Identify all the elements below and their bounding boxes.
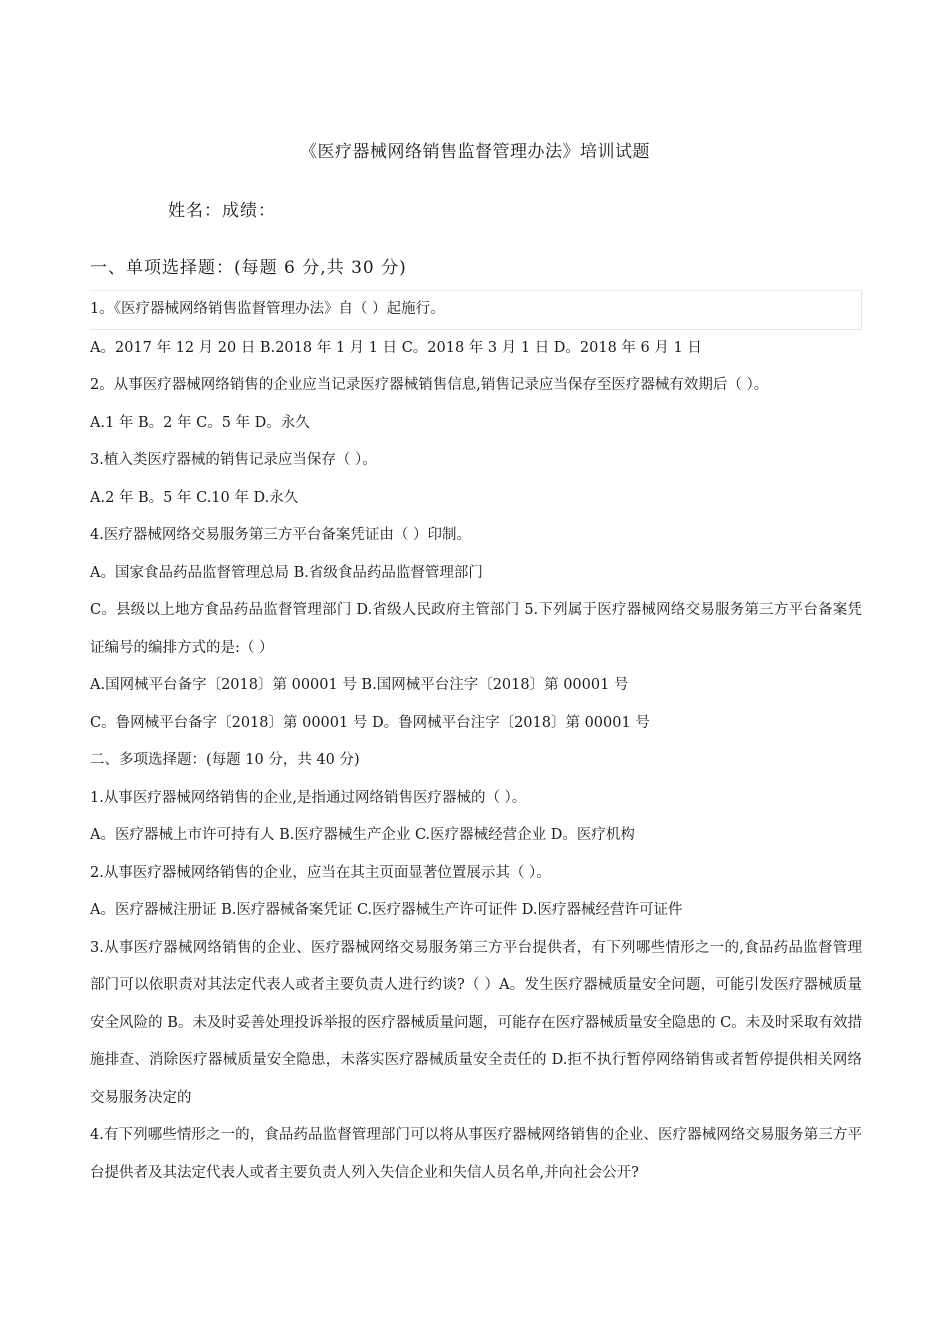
options-1-4-cd-question-1-5: C。县级以上地方食品药品监督管理部门 D.省级人民政府主管部门 5.下列属于医疗器械网络交易服务第三方平台备案凭证编号的编排方式的是:（ ） — [90, 602, 862, 656]
name-score-line: 姓名：成绩： — [168, 201, 276, 221]
options-1-5-cd: C。鲁网械平台备字〔2018〕第 00001 号 D。鲁网械平台注字〔2018〕第 00001 号 — [90, 714, 650, 731]
section-1-heading: 一、单项选择题：(每题 6 分,共 30 分) — [90, 258, 407, 278]
options-1-1: A。2017 年 12 月 20 日 B.2018 年 1 月 1 日 C。2018 年 3 月 1 日 D。2018 年 6 月 1 日 — [90, 339, 702, 356]
options-2-1: A。医疗器械上市许可持有人 B.医疗器械生产企业 C.医疗器械经营企业 D。医疗机构 — [90, 827, 635, 843]
question-2-1: 1.从事医疗器械网络销售的企业,是指通过网络销售医疗器械的（ ）。 — [90, 789, 527, 806]
question-1-1: 1。《医疗器械网络销售监督管理办法》自（ ）起施行。 — [90, 290, 862, 330]
document-body — [90, 290, 862, 1192]
options-1-4-ab: A。国家食品药品监督管理总局 B.省级食品药品监督管理部门 — [90, 564, 483, 581]
options-1-5-ab: A.国网械平台备字〔2018〕第 00001 号 B.国网械平台注字〔2018〕第 00001 号 — [90, 677, 629, 693]
options-1-3: A.2 年 B。5 年 C.10 年 D.永久 — [90, 489, 299, 506]
question-2-2: 2.从事医疗器械网络销售的企业，应当在其主页面显著位置展示其（ ）。 — [90, 864, 551, 881]
question-1-4: 4.医疗器械网络交易服务第三方平台备案凭证由（ ）印制。 — [90, 527, 471, 543]
question-2-3: 3.从事医疗器械网络销售的企业、医疗器械网络交易服务第三方平台提供者，有下列哪些情形之一的,食品药品监督管理部门可以依职责对其法定代表人或者主要负责人进行约谈?（ ）A。发生医疗器械质量安全问题，可能引发医疗器械质量安全风险的 B。未及时妥善处理投诉举报的医疗器械质量问题，可能存在医疗器械质量安全隐患的 C。未及时采取有效措施排查、消除医疗器械质量安全隐患，未落实医疗器械质量安全责任的 D.拒不执行暂停网络销售或者暂停提供相关网络交易服务决定的 — [90, 939, 862, 1106]
question-2-4: 4.有下列哪些情形之一的，食品药品监督管理部门可以将从事医疗器械网络销售的企业、医疗器械网络交易服务第三方平台提供者及其法定代表人或者主要负责人列入失信企业和失信人员名单,并向社会公开? — [90, 1127, 862, 1181]
options-2-2: A。医疗器械注册证 B.医疗器械备案凭证 C.医疗器械生产许可证件 D.医疗器械经营许可证件 — [90, 902, 683, 918]
question-1-3: 3.植入类医疗器械的销售记录应当保存（ ）。 — [90, 452, 377, 468]
question-1-2: 2。从事医疗器械网络销售的企业应当记录医疗器械销售信息,销售记录应当保存至医疗器械有效期后（ ）。 — [90, 377, 769, 393]
section-2-heading: 二、多项选择题：(每题 10 分，共 40 分) — [90, 752, 360, 768]
document-title: 《医疗器械网络销售监督管理办法》培训试题 — [300, 142, 650, 162]
options-1-2: A.1 年 B。2 年 C。5 年 D。永久 — [90, 414, 310, 431]
